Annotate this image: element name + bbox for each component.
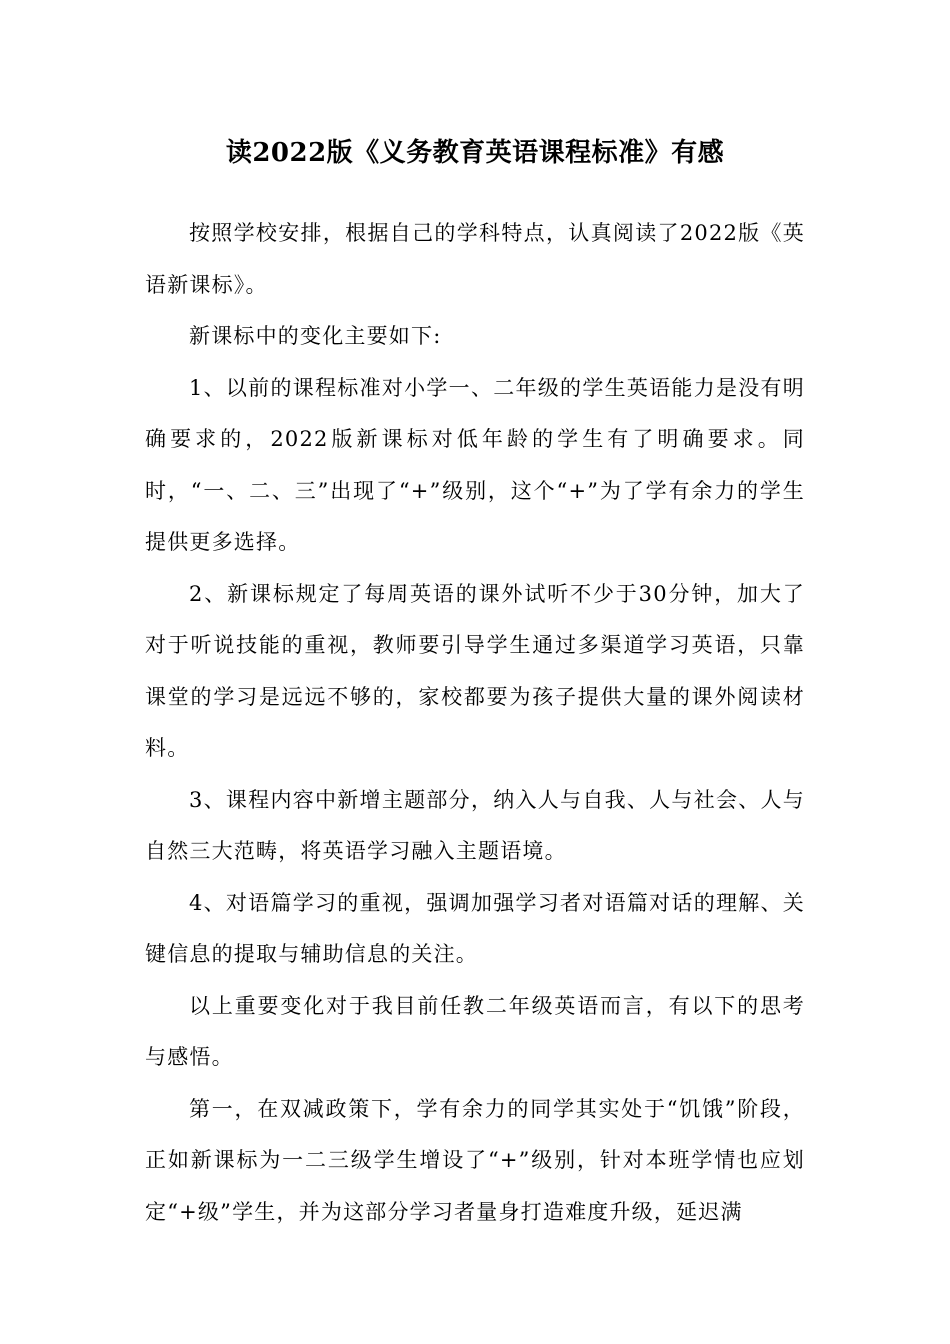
paragraph-reflection-1: 第一，在双减政策下，学有余力的同学其实处于“饥饿”阶段，正如新课标为一二三级学生增设了“+”级别，针对本班学情也应划定“+级”学生，并为这部分学习者量身打造难度升级，延迟满 xyxy=(145,1096,805,1224)
paragraph-changes-heading: 新课标中的变化主要如下: xyxy=(189,324,442,348)
paragraph-change-2: 2、新课标规定了每周英语的课外试听不少于30分钟，加大了对于听说技能的重视，教师要引导学生通过多渠道学习英语，只靠课堂的学习是远远不够的，家校都要为孩子提供大量的课外阅读材料。 xyxy=(145,581,805,760)
paragraph-change-3: 3、课程内容中新增主题部分，纳入人与自我、人与社会、人与自然三大范畴，将英语学习融入主题语境。 xyxy=(145,787,805,863)
paragraph-reflection-intro: 以上重要变化对于我目前任教二年级英语而言，有以下的思考与感悟。 xyxy=(145,993,805,1069)
paragraph-change-4: 4、对语篇学习的重视，强调加强学习者对语篇对话的理解、关键信息的提取与辅助信息的关注。 xyxy=(145,890,805,966)
paragraph-change-1: 1、以前的课程标准对小学一、二年级的学生英语能力是没有明确要求的，2022版新课标对低年龄的学生有了明确要求。同时，“一、二、三”出现了“+”级别，这个“+”为了学有余力的学生提供更多选择。 xyxy=(145,375,805,554)
document-title: 读2022版《义务教育英语课程标准》有感 xyxy=(225,138,725,168)
document-body xyxy=(145,208,805,1238)
paragraph-intro: 按照学校安排，根据自己的学科特点，认真阅读了2022版《英语新课标》。 xyxy=(145,221,805,297)
